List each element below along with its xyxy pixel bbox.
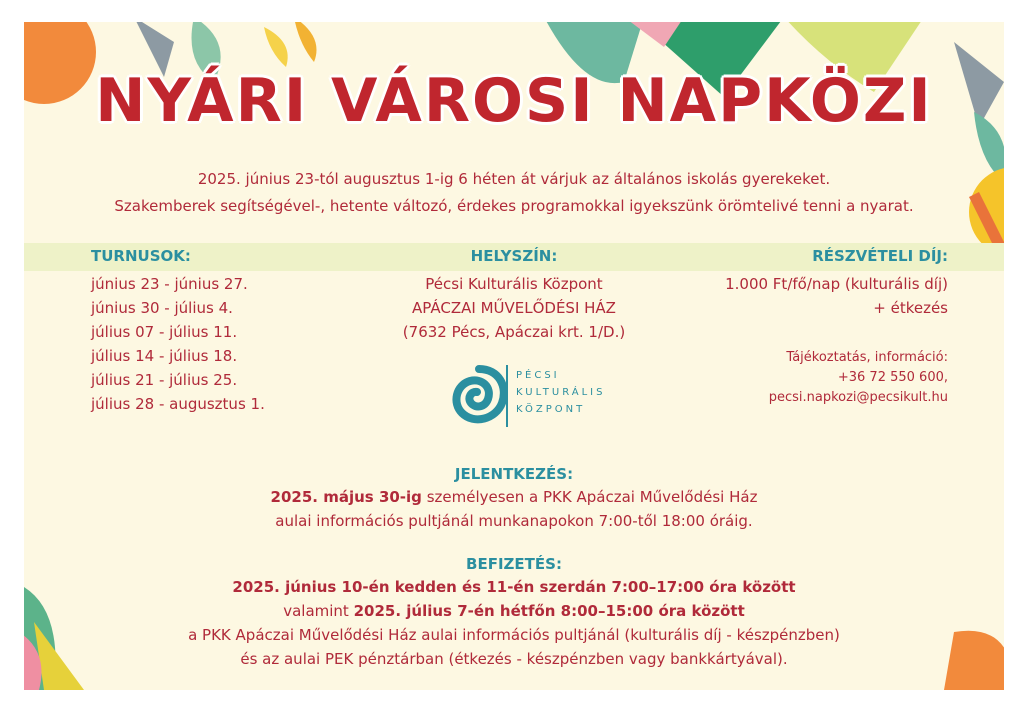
jelentkezes-rest: személyesen a PKK Apáczai Művelődési Ház (421, 488, 758, 506)
dij-price: 1.000 Ft/fő/nap (kulturális díj) (725, 275, 948, 293)
intro-line-1: 2025. június 23-tól augusztus 1-ig 6 héten át várjuk az általános iskolás gyerekeket. (197, 170, 831, 188)
befizetes-pre: valamint (283, 602, 354, 620)
contact-info (648, 348, 948, 408)
intro-line-2: Szakemberek segítségével-, hetente változó, érdekes programokkal igyekszünk örömtelivé tenni a nyarat. (114, 197, 914, 215)
yellow-flower-shape-2 (294, 22, 317, 62)
befizetes-date-1: 2025. június 10-én kedden és 11-én szerdán 7:00–17:00 óra között (232, 578, 796, 596)
befizetes-line-1 (24, 575, 1004, 599)
jelentkezes-line-1 (24, 485, 1004, 509)
befizetes-line-3: a PKK Apáczai Művelődési Ház aulai információs pultjánál (kulturális díj - készpénzben) (188, 626, 840, 644)
info-phone[interactable]: +36 72 550 600, (837, 370, 948, 385)
jelentkezes-line-2: aulai információs pultjánál munkanapokon 7:00-től 18:00 óráig. (275, 512, 753, 530)
info-email[interactable]: pecsi.napkozi@pecsikult.hu (768, 390, 948, 405)
dij-column (648, 247, 948, 320)
dij-extra: + étkezés (873, 299, 948, 317)
helyszin-heading: HELYSZÍN: (470, 247, 558, 265)
logo-text (516, 367, 605, 418)
venue-house: APÁCZAI MŰVELŐDÉSI HÁZ (412, 299, 616, 317)
jelentkezes-section (24, 463, 1004, 533)
turnusok-column (91, 247, 331, 416)
pkk-logo (424, 361, 644, 431)
spiral-logo-icon (444, 361, 514, 431)
turnus-item: július 21 - július 25. (91, 371, 238, 389)
yellow-flower-shape (264, 27, 288, 67)
befizetes-section (24, 553, 1004, 671)
logo-line-1: PÉCSI (516, 370, 560, 381)
intro-text (24, 166, 1004, 220)
page-title: NYÁRI VÁROSI NAPKÖZI (95, 66, 933, 136)
befizetes-line-4: és az aulai PEK pénztárban (étkezés - készpénzben vagy bankkártyával). (240, 650, 788, 668)
turnus-item: június 23 - június 27. (91, 275, 248, 293)
jelentkezes-date: 2025. május 30-ig (270, 488, 422, 506)
turnus-item: június 30 - július 4. (91, 299, 233, 317)
jelentkezes-heading: JELENTKEZÉS: (454, 465, 574, 483)
venue-address: (7632 Pécs, Apáczai krt. 1/D.) (402, 323, 626, 341)
logo-line-2: KULTURÁLIS (516, 387, 606, 398)
turnus-item: július 14 - július 18. (91, 347, 238, 365)
befizetes-date-2: 2025. július 7-én hétfőn 8:00–15:00 óra között (353, 602, 745, 620)
turnusok-heading: TURNUSOK: (91, 247, 191, 265)
turnus-item: július 28 - augusztus 1. (91, 395, 265, 413)
befizetes-line-2 (24, 599, 1004, 623)
info-label: Tájékoztatás, információ: (786, 350, 948, 365)
helyszin-column (354, 247, 674, 344)
venue-name: Pécsi Kulturális Központ (425, 275, 603, 293)
befizetes-heading: BEFIZETÉS: (466, 555, 562, 573)
poster (24, 22, 1004, 690)
dij-heading: RÉSZVÉTELI DÍJ: (812, 247, 948, 265)
logo-divider (506, 365, 508, 427)
logo-line-3: KÖZPONT (516, 404, 586, 415)
turnus-item: július 07 - július 11. (91, 323, 238, 341)
